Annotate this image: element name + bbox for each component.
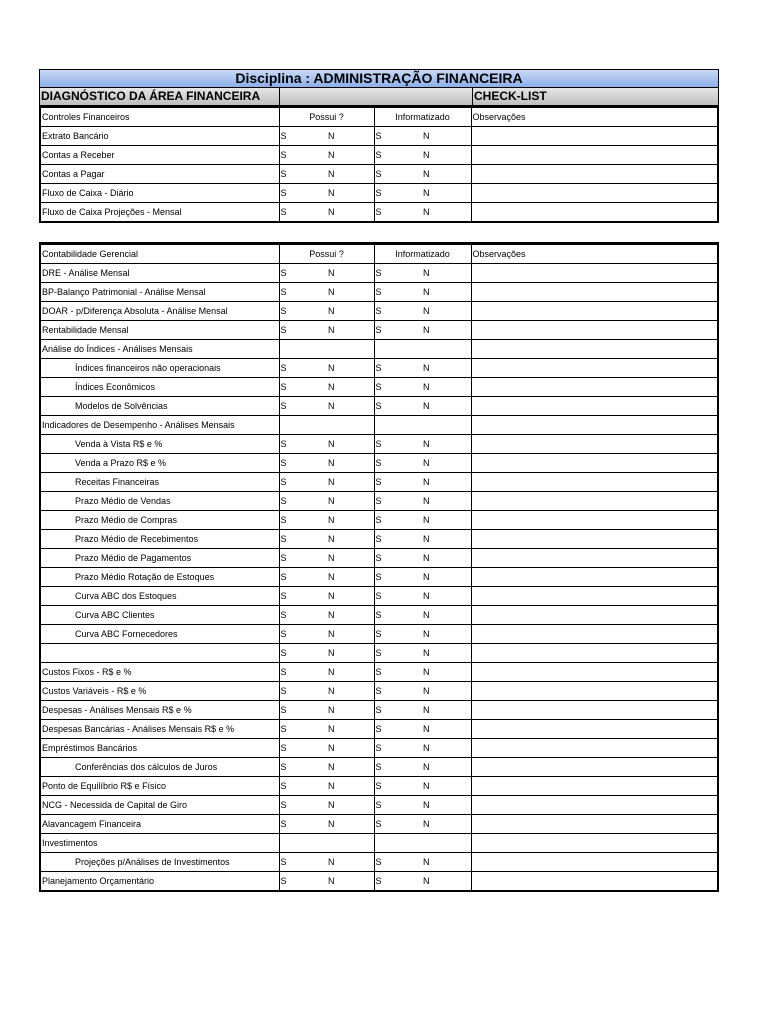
item-label: Prazo Médio de Pagamentos <box>40 549 279 568</box>
item-label: Prazo Médio de Vendas <box>40 492 279 511</box>
informatizado-yes-cell[interactable]: S <box>374 568 422 587</box>
checklist-row <box>40 568 718 587</box>
checklist-row <box>40 796 718 815</box>
possui-yes-cell[interactable]: S <box>279 701 327 720</box>
item-label: Índices financeiros não operacionais <box>40 359 279 378</box>
informatizado-no-cell[interactable]: N <box>422 511 471 530</box>
checklist-row <box>40 682 718 701</box>
item-label: Conferências dos cálculos de Juros <box>40 758 279 777</box>
observacoes-cell[interactable] <box>471 321 718 340</box>
item-label: Investimentos <box>40 834 279 853</box>
informatizado-yes-cell[interactable]: S <box>374 587 422 606</box>
informatizado-empty-cell <box>374 340 471 359</box>
item-label: Projeções p/Análises de Investimentos <box>40 853 279 872</box>
item-label: DOAR - p/Diferença Absoluta - Análise Mensal <box>40 302 279 321</box>
section-header: Contabilidade Gerencial <box>40 244 279 264</box>
informatizado-no-cell[interactable]: N <box>422 549 471 568</box>
observacoes-cell[interactable] <box>471 530 718 549</box>
possui-no-cell[interactable]: N <box>327 264 374 283</box>
possui-no-cell[interactable]: N <box>327 872 374 892</box>
possui-yes-cell[interactable]: S <box>279 203 327 223</box>
informatizado-no-cell[interactable]: N <box>422 435 471 454</box>
informatizado-yes-cell[interactable]: S <box>374 184 422 203</box>
informatizado-yes-cell[interactable]: S <box>374 796 422 815</box>
observacoes-cell[interactable] <box>471 682 718 701</box>
possui-yes-cell[interactable]: S <box>279 165 327 184</box>
checklist-row <box>40 454 718 473</box>
informatizado-yes-cell[interactable]: S <box>374 511 422 530</box>
informatizado-no-cell[interactable]: N <box>422 492 471 511</box>
informatizado-yes-cell[interactable]: S <box>374 815 422 834</box>
item-label: Rentabilidade Mensal <box>40 321 279 340</box>
item-label: Curva ABC dos Estoques <box>40 587 279 606</box>
item-label: Análise do Índices - Análises Mensais <box>40 340 279 359</box>
checklist-row <box>40 549 718 568</box>
checklist-row <box>40 283 718 302</box>
checklist-row <box>40 511 718 530</box>
checklist-row <box>40 165 718 184</box>
checklist-row <box>40 853 718 872</box>
header-row <box>40 107 718 127</box>
informatizado-no-cell[interactable]: N <box>422 739 471 758</box>
informatizado-no-cell[interactable]: N <box>422 378 471 397</box>
possui-yes-cell[interactable]: S <box>279 872 327 892</box>
possui-yes-cell[interactable]: S <box>279 473 327 492</box>
checklist-row <box>40 834 718 853</box>
informatizado-no-cell[interactable]: N <box>422 606 471 625</box>
observacoes-cell[interactable] <box>471 397 718 416</box>
possui-no-cell[interactable]: N <box>327 283 374 302</box>
informatizado-no-cell[interactable]: N <box>422 701 471 720</box>
informatizado-no-cell[interactable]: N <box>422 777 471 796</box>
subheader-spacer <box>279 88 472 105</box>
informatizado-yes-cell[interactable]: S <box>374 359 422 378</box>
possui-no-cell[interactable]: N <box>327 568 374 587</box>
observacoes-cell[interactable] <box>471 777 718 796</box>
item-label: Receitas Financeiras <box>40 473 279 492</box>
informatizado-empty-cell <box>374 834 471 853</box>
observacoes-cell[interactable] <box>471 720 718 739</box>
observacoes-cell[interactable] <box>471 283 718 302</box>
checklist-row <box>40 606 718 625</box>
observacoes-cell[interactable] <box>471 302 718 321</box>
informatizado-yes-cell[interactable]: S <box>374 549 422 568</box>
informatizado-no-cell[interactable]: N <box>422 796 471 815</box>
informatizado-yes-cell[interactable]: S <box>374 758 422 777</box>
checklist-row <box>40 777 718 796</box>
observacoes-cell[interactable] <box>471 184 718 203</box>
possui-yes-cell[interactable]: S <box>279 644 327 663</box>
observacoes-cell[interactable] <box>471 644 718 663</box>
checklist-row <box>40 321 718 340</box>
possui-yes-cell[interactable]: S <box>279 302 327 321</box>
observacoes-cell[interactable] <box>471 340 718 359</box>
possui-header: Possui ? <box>279 244 374 264</box>
possui-yes-cell[interactable]: S <box>279 511 327 530</box>
informatizado-no-cell[interactable]: N <box>422 321 471 340</box>
sheet-title: Disciplina : ADMINISTRAÇÃO FINANCEIRA <box>39 69 719 87</box>
informatizado-no-cell[interactable]: N <box>422 454 471 473</box>
observacoes-cell[interactable] <box>471 454 718 473</box>
checklist-row <box>40 435 718 454</box>
observacoes-cell[interactable] <box>471 473 718 492</box>
checklist-row <box>40 184 718 203</box>
informatizado-no-cell[interactable]: N <box>422 815 471 834</box>
informatizado-no-cell[interactable]: N <box>422 530 471 549</box>
possui-yes-cell[interactable]: S <box>279 815 327 834</box>
item-label: Prazo Médio de Recebimentos <box>40 530 279 549</box>
possui-no-cell[interactable]: N <box>327 644 374 663</box>
subheader-left: DIAGNÓSTICO DA ÁREA FINANCEIRA <box>41 89 261 103</box>
possui-no-cell[interactable]: N <box>327 321 374 340</box>
possui-no-cell[interactable]: N <box>327 435 374 454</box>
item-label: DRE - Análise Mensal <box>40 264 279 283</box>
item-label: Curva ABC Clientes <box>40 606 279 625</box>
possui-no-cell[interactable]: N <box>327 663 374 682</box>
informatizado-yes-cell[interactable]: S <box>374 378 422 397</box>
possui-yes-cell[interactable]: S <box>279 796 327 815</box>
checklist-row <box>40 203 718 223</box>
observacoes-cell[interactable] <box>471 701 718 720</box>
informatizado-yes-cell[interactable]: S <box>374 473 422 492</box>
informatizado-no-cell[interactable]: N <box>422 625 471 644</box>
informatizado-no-cell[interactable]: N <box>422 473 471 492</box>
informatizado-no-cell[interactable]: N <box>422 165 471 184</box>
checklist-row <box>40 473 718 492</box>
item-label: Ponto de Equilíbrio R$ e Físico <box>40 777 279 796</box>
informatizado-yes-cell[interactable]: S <box>374 302 422 321</box>
possui-yes-cell[interactable]: S <box>279 663 327 682</box>
possui-no-cell[interactable]: N <box>327 587 374 606</box>
informatizado-yes-cell[interactable]: S <box>374 682 422 701</box>
checklist-row <box>40 663 718 682</box>
possui-yes-cell[interactable]: S <box>279 454 327 473</box>
possui-yes-cell[interactable]: S <box>279 146 327 165</box>
observacoes-cell[interactable] <box>471 378 718 397</box>
possui-empty-cell <box>279 834 374 853</box>
checklist-row <box>40 146 718 165</box>
informatizado-header: Informatizado <box>374 107 471 127</box>
observacoes-cell[interactable] <box>471 815 718 834</box>
possui-no-cell[interactable]: N <box>327 127 374 146</box>
possui-yes-cell[interactable]: S <box>279 777 327 796</box>
checklist-row <box>40 758 718 777</box>
item-label: Contas a Pagar <box>40 165 279 184</box>
informatizado-yes-cell[interactable]: S <box>374 777 422 796</box>
subheader-right: CHECK-LIST <box>472 88 718 105</box>
header-row <box>40 244 718 264</box>
possui-no-cell[interactable]: N <box>327 796 374 815</box>
informatizado-yes-cell[interactable]: S <box>374 625 422 644</box>
checklist-row <box>40 340 718 359</box>
informatizado-no-cell[interactable]: N <box>422 720 471 739</box>
observacoes-cell[interactable] <box>471 264 718 283</box>
informatizado-yes-cell[interactable]: S <box>374 283 422 302</box>
observacoes-cell[interactable] <box>471 416 718 435</box>
informatizado-yes-cell[interactable]: S <box>374 606 422 625</box>
possui-no-cell[interactable]: N <box>327 777 374 796</box>
checklist-row <box>40 127 718 146</box>
possui-yes-cell[interactable]: S <box>279 492 327 511</box>
checklist-row <box>40 530 718 549</box>
observacoes-cell[interactable] <box>471 549 718 568</box>
possui-yes-cell[interactable]: S <box>279 758 327 777</box>
checklist-row <box>40 378 718 397</box>
possui-yes-cell[interactable]: S <box>279 549 327 568</box>
informatizado-no-cell[interactable]: N <box>422 568 471 587</box>
informatizado-no-cell[interactable]: N <box>422 264 471 283</box>
possui-no-cell[interactable]: N <box>327 378 374 397</box>
possui-yes-cell[interactable]: S <box>279 321 327 340</box>
spreadsheet <box>39 69 719 892</box>
observacoes-cell[interactable] <box>471 511 718 530</box>
item-label: Custos Fixos - R$ e % <box>40 663 279 682</box>
item-label: Curva ABC Fornecedores <box>40 625 279 644</box>
possui-no-cell[interactable]: N <box>327 165 374 184</box>
possui-no-cell[interactable]: N <box>327 606 374 625</box>
checklist-row <box>40 264 718 283</box>
possui-no-cell[interactable]: N <box>327 739 374 758</box>
item-label: Indicadores de Desempenho - Análises Mensais <box>40 416 279 435</box>
observacoes-header: Observações <box>471 244 718 264</box>
possui-no-cell[interactable]: N <box>327 720 374 739</box>
possui-yes-cell[interactable]: S <box>279 606 327 625</box>
observacoes-cell[interactable] <box>471 758 718 777</box>
checklist-row <box>40 359 718 378</box>
item-label: Alavancagem Financeira <box>40 815 279 834</box>
informatizado-no-cell[interactable]: N <box>422 146 471 165</box>
observacoes-cell[interactable] <box>471 203 718 223</box>
possui-yes-cell[interactable]: S <box>279 530 327 549</box>
possui-yes-cell[interactable]: S <box>279 587 327 606</box>
item-label: Fluxo de Caixa Projeções - Mensal <box>40 203 279 223</box>
item-label <box>40 644 279 663</box>
observacoes-cell[interactable] <box>471 492 718 511</box>
informatizado-no-cell[interactable]: N <box>422 397 471 416</box>
checklist-row <box>40 872 718 892</box>
item-label: Venda à Vista R$ e % <box>40 435 279 454</box>
item-label: NCG - Necessida de Capital de Giro <box>40 796 279 815</box>
possui-yes-cell[interactable]: S <box>279 435 327 454</box>
item-label: Fluxo de Caixa - Diário <box>40 184 279 203</box>
possui-yes-cell[interactable]: S <box>279 739 327 758</box>
informatizado-no-cell[interactable]: N <box>422 127 471 146</box>
possui-yes-cell[interactable]: S <box>279 359 327 378</box>
possui-yes-cell[interactable]: S <box>279 720 327 739</box>
controles-financeiros-table <box>39 106 719 223</box>
possui-no-cell[interactable]: N <box>327 758 374 777</box>
possui-no-cell[interactable]: N <box>327 302 374 321</box>
possui-no-cell[interactable]: N <box>327 853 374 872</box>
item-label: Prazo Médio de Compras <box>40 511 279 530</box>
informatizado-yes-cell[interactable]: S <box>374 264 422 283</box>
informatizado-yes-cell[interactable]: S <box>374 165 422 184</box>
informatizado-yes-cell[interactable]: S <box>374 530 422 549</box>
informatizado-yes-cell[interactable]: S <box>374 454 422 473</box>
possui-yes-cell[interactable]: S <box>279 397 327 416</box>
item-label: Modelos de Solvências <box>40 397 279 416</box>
section-header: Controles Financeiros <box>40 107 279 127</box>
checklist-row <box>40 416 718 435</box>
observacoes-cell[interactable] <box>471 606 718 625</box>
informatizado-yes-cell[interactable]: S <box>374 492 422 511</box>
informatizado-no-cell[interactable]: N <box>422 587 471 606</box>
possui-no-cell[interactable]: N <box>327 492 374 511</box>
checklist-row <box>40 625 718 644</box>
item-label: Despesas Bancárias - Análises Mensais R$ e % <box>40 720 279 739</box>
informatizado-no-cell[interactable]: N <box>422 302 471 321</box>
item-label: Planejamento Orçamentário <box>40 872 279 892</box>
possui-no-cell[interactable]: N <box>327 184 374 203</box>
informatizado-yes-cell[interactable]: S <box>374 701 422 720</box>
informatizado-yes-cell[interactable]: S <box>374 853 422 872</box>
possui-yes-cell[interactable]: S <box>279 378 327 397</box>
possui-no-cell[interactable]: N <box>327 530 374 549</box>
observacoes-cell[interactable] <box>471 739 718 758</box>
informatizado-yes-cell[interactable]: S <box>374 663 422 682</box>
item-label: Empréstimos Bancários <box>40 739 279 758</box>
informatizado-yes-cell[interactable]: S <box>374 872 422 892</box>
sheet-subheader <box>39 87 719 106</box>
possui-yes-cell[interactable]: S <box>279 568 327 587</box>
possui-yes-cell[interactable]: S <box>279 283 327 302</box>
item-label: BP-Balanço Patrimonial - Análise Mensal <box>40 283 279 302</box>
informatizado-yes-cell[interactable]: S <box>374 739 422 758</box>
observacoes-cell[interactable] <box>471 853 718 872</box>
informatizado-header: Informatizado <box>374 244 471 264</box>
informatizado-no-cell[interactable]: N <box>422 203 471 223</box>
observacoes-cell[interactable] <box>471 165 718 184</box>
observacoes-cell[interactable] <box>471 796 718 815</box>
informatizado-no-cell[interactable]: N <box>422 682 471 701</box>
informatizado-yes-cell[interactable]: S <box>374 321 422 340</box>
checklist-row <box>40 492 718 511</box>
observacoes-cell[interactable] <box>471 834 718 853</box>
possui-no-cell[interactable]: N <box>327 815 374 834</box>
item-label: Prazo Médio Rotação de Estoques <box>40 568 279 587</box>
informatizado-no-cell[interactable]: N <box>422 853 471 872</box>
checklist-row <box>40 302 718 321</box>
informatizado-no-cell[interactable]: N <box>422 359 471 378</box>
item-label: Extrato Bancário <box>40 127 279 146</box>
possui-no-cell[interactable]: N <box>327 473 374 492</box>
possui-no-cell[interactable]: N <box>327 701 374 720</box>
possui-no-cell[interactable]: N <box>327 203 374 223</box>
informatizado-empty-cell <box>374 416 471 435</box>
possui-no-cell[interactable]: N <box>327 549 374 568</box>
possui-no-cell[interactable]: N <box>327 682 374 701</box>
observacoes-cell[interactable] <box>471 435 718 454</box>
observacoes-cell[interactable] <box>471 587 718 606</box>
possui-yes-cell[interactable]: S <box>279 682 327 701</box>
informatizado-yes-cell[interactable]: S <box>374 720 422 739</box>
observacoes-cell[interactable] <box>471 663 718 682</box>
possui-yes-cell[interactable]: S <box>279 853 327 872</box>
possui-empty-cell <box>279 416 374 435</box>
possui-empty-cell <box>279 340 374 359</box>
informatizado-no-cell[interactable]: N <box>422 758 471 777</box>
informatizado-yes-cell[interactable]: S <box>374 644 422 663</box>
informatizado-no-cell[interactable]: N <box>422 283 471 302</box>
possui-no-cell[interactable]: N <box>327 511 374 530</box>
item-label: Contas a Receber <box>40 146 279 165</box>
item-label: Despesas - Análises Mensais R$ e % <box>40 701 279 720</box>
observacoes-header: Observações <box>471 107 718 127</box>
observacoes-cell[interactable] <box>471 127 718 146</box>
contabilidade-gerencial-table <box>39 242 719 892</box>
possui-header: Possui ? <box>279 107 374 127</box>
possui-no-cell[interactable]: N <box>327 359 374 378</box>
observacoes-cell[interactable] <box>471 872 718 892</box>
informatizado-yes-cell[interactable]: S <box>374 203 422 223</box>
possui-yes-cell[interactable]: S <box>279 127 327 146</box>
informatizado-no-cell[interactable]: N <box>422 663 471 682</box>
observacoes-cell[interactable] <box>471 359 718 378</box>
possui-no-cell[interactable]: N <box>327 146 374 165</box>
informatizado-no-cell[interactable]: N <box>422 872 471 892</box>
item-label: Venda a Prazo R$ e % <box>40 454 279 473</box>
observacoes-cell[interactable] <box>471 146 718 165</box>
checklist-row <box>40 701 718 720</box>
checklist-row <box>40 815 718 834</box>
informatizado-yes-cell[interactable]: S <box>374 435 422 454</box>
observacoes-cell[interactable] <box>471 625 718 644</box>
possui-no-cell[interactable]: N <box>327 454 374 473</box>
informatizado-no-cell[interactable]: N <box>422 644 471 663</box>
informatizado-yes-cell[interactable]: S <box>374 127 422 146</box>
checklist-row <box>40 644 718 663</box>
checklist-row <box>40 587 718 606</box>
item-label: Índices Econômicos <box>40 378 279 397</box>
checklist-row <box>40 739 718 758</box>
possui-yes-cell[interactable]: S <box>279 625 327 644</box>
observacoes-cell[interactable] <box>471 568 718 587</box>
informatizado-no-cell[interactable]: N <box>422 184 471 203</box>
checklist-row <box>40 720 718 739</box>
possui-yes-cell[interactable]: S <box>279 264 327 283</box>
informatizado-yes-cell[interactable]: S <box>374 146 422 165</box>
possui-no-cell[interactable]: N <box>327 625 374 644</box>
possui-yes-cell[interactable]: S <box>279 184 327 203</box>
item-label: Custos Variáveis - R$ e % <box>40 682 279 701</box>
possui-no-cell[interactable]: N <box>327 397 374 416</box>
informatizado-yes-cell[interactable]: S <box>374 397 422 416</box>
checklist-row <box>40 397 718 416</box>
